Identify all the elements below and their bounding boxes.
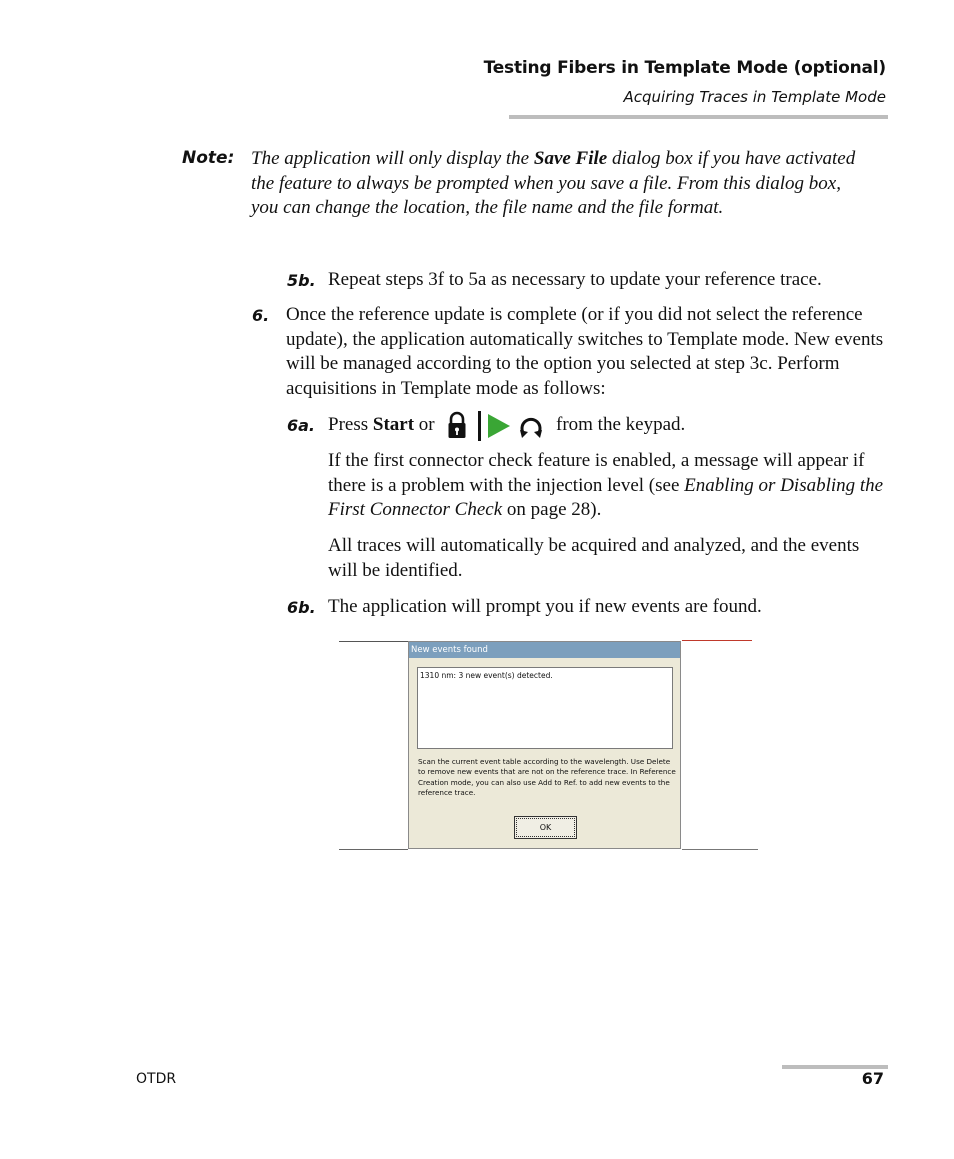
step-6-text: Once the reference update is complete (or if you did not select the reference update), the application automatically switches to Template mode. New events will be managed according to the option you selected at step 3c. Perform acquisitions in Template mode as follows: xyxy=(286,304,884,400)
page-header-title: Testing Fibers in Template Mode (optional) xyxy=(483,58,886,78)
keypad-icons xyxy=(447,410,552,442)
footer-product: OTDR xyxy=(136,1071,177,1087)
screenshot-edge-left-bottom xyxy=(339,849,408,850)
step-6a-after: from the keypad. xyxy=(556,414,686,435)
step-6b-text: The application will prompt you if new events are found. xyxy=(328,596,762,617)
header-rule xyxy=(509,115,888,119)
step-6a-label: 6a. xyxy=(287,416,316,435)
dialog-title: New events found xyxy=(409,642,680,658)
detected-events-line: 1310 nm: 3 new event(s) detected. xyxy=(420,671,553,680)
note-label: Note: xyxy=(182,148,235,168)
step-6a-para2: All traces will automatically be acquired and analyzed, and the events will be identified. xyxy=(328,535,860,581)
dialog-event-list[interactable] xyxy=(417,667,673,749)
ok-button-label: OK xyxy=(516,818,575,837)
para1-before: If the first connector check feature is enabled, a message will appear if there is a problem with the injection level (see xyxy=(328,450,865,496)
step-6a-press: Press xyxy=(328,414,373,435)
page-header-subtitle: Acquiring Traces in Template Mode xyxy=(623,88,886,106)
screenshot-edge-right-bottom xyxy=(682,849,758,850)
page-number: 67 xyxy=(861,1069,884,1088)
note-text-before: The application will only display the xyxy=(251,148,534,169)
step-6a-start: Start xyxy=(372,414,415,435)
step-6-label: 6. xyxy=(252,306,270,325)
start-play-icon xyxy=(488,414,510,438)
step-6a-para1 xyxy=(328,449,888,523)
ok-button[interactable] xyxy=(514,816,577,839)
step-5b-label: 5b. xyxy=(287,271,316,290)
note-body xyxy=(251,147,871,221)
dialog-message: Scan the current event table according to the wavelength. Use Delete to remove new events that are not on the reference trace. In Reference Creation mode, you can also use Add to Ref. to add new events to the reference trace. xyxy=(418,757,676,797)
screenshot-edge-right-top xyxy=(682,640,752,641)
para1-link-text: Enabling or Disabling the First Connector Check xyxy=(328,474,884,521)
note-bold-save-file: Save File xyxy=(533,148,608,169)
new-events-dialog xyxy=(408,641,681,849)
step-6a-text xyxy=(328,413,458,438)
step-6a-or: or xyxy=(414,414,435,435)
separator-bar xyxy=(478,411,481,441)
step-6b-label: 6b. xyxy=(287,598,316,617)
refresh-icon xyxy=(520,419,542,438)
note-text-after: dialog box if you have activated the feature to always be prompted when you save a file. From this dialog box, you can change the location, the file name and the file format. xyxy=(251,148,856,219)
para1-after: on page 28). xyxy=(502,499,602,521)
screenshot-edge-left-top xyxy=(339,641,408,642)
step-5b-text: Repeat steps 3f to 5a as necessary to update your reference trace. xyxy=(328,269,822,290)
lock-icon xyxy=(449,413,466,438)
